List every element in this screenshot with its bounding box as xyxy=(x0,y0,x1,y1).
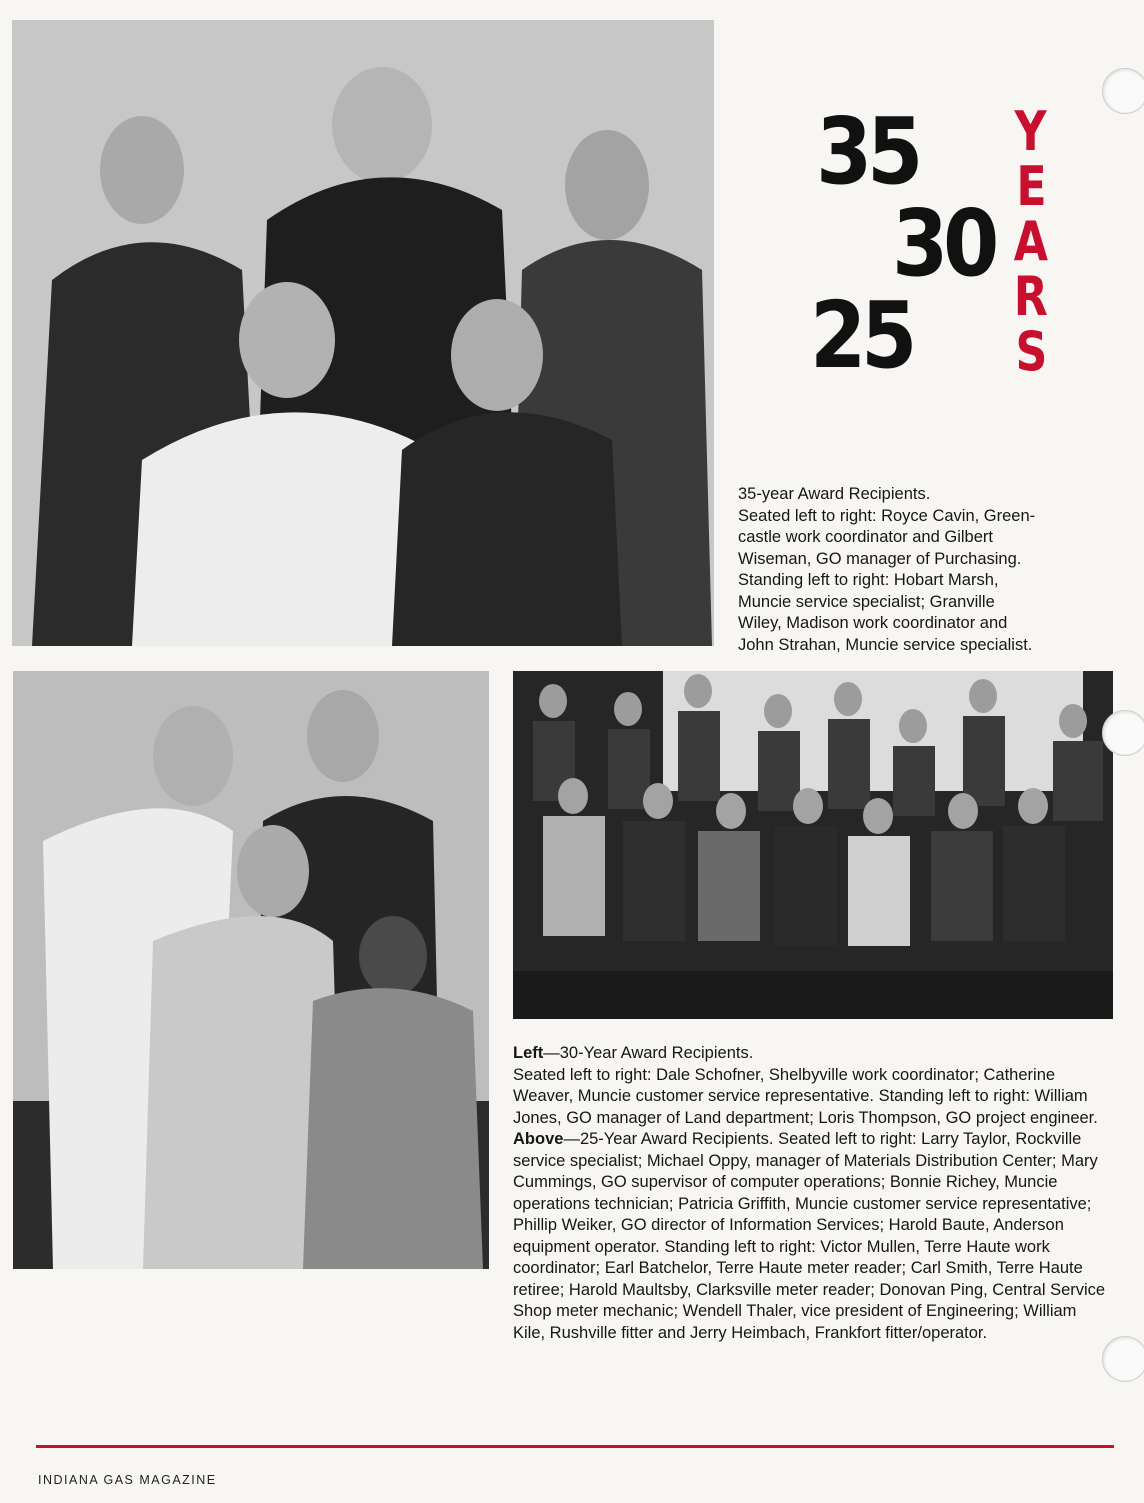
photo-30-year-recipients xyxy=(13,671,489,1269)
caption-30-and-25-year xyxy=(513,1043,1113,1344)
photo-25-illustration xyxy=(513,671,1113,1019)
caption-left-text: Seated left to right: Dale Schofner, Shelbyville work coordinator; Catherine Weaver, Muncie customer service representative. Standing left to right: William Jones, GO manager of Land department; Loris Thompson, GO project engineer. xyxy=(513,1065,1098,1127)
heading-number-30: 30 xyxy=(892,190,995,297)
caption-line: Muncie service specialist; Granville xyxy=(738,592,995,611)
binder-hole xyxy=(1102,1336,1144,1382)
years-letter: E xyxy=(1015,155,1047,218)
years-letter: S xyxy=(1015,320,1047,383)
years-letter: A xyxy=(1013,210,1049,273)
caption-line: Wiseman, GO manager of Purchasing. xyxy=(738,549,1022,568)
heading-number-35: 35 xyxy=(816,98,919,205)
caption-above-text: Seated left to right: Larry Taylor, Rockville service specialist; Michael Oppy, manager of Materials Distribution Center; Mary Cummings, GO supervisor of computer operations; Bonnie Richey, Muncie operations technician; Patricia Griffith, Muncie customer service representative; Phillip Weiker, GO director of Information Services; Harold Baute, Anderson equipment operator. Standing left to right: Victor Mullen, Terre Haute work coordinator; Earl Batchelor, Terre Haute meter reader; Carl Smith, Terre Haute retiree; Harold Maultsby, Clarksville meter reader; Donovan Ping, Central Service Shop meter mechanic; Wendell Thaler, vice president of Engineering; William Kile, Rushville fitter and Jerry Heimbach, Frankfort fitter/operator. xyxy=(513,1130,1106,1342)
footer-rule xyxy=(36,1445,1114,1448)
caption-line: Seated left to right: Royce Cavin, Green- xyxy=(738,506,1036,525)
caption-line: 35-year Award Recipients. xyxy=(738,485,931,503)
footer-magazine-name: INDIANA GAS MAGAZINE xyxy=(38,1473,217,1487)
caption-above-title: —25-Year Award Recipients. xyxy=(563,1130,774,1148)
heading-years-word xyxy=(1008,100,1054,383)
caption-left-title: —30-Year Award Recipients. xyxy=(543,1044,754,1062)
caption-35-year xyxy=(738,484,1110,656)
binder-hole xyxy=(1102,68,1144,114)
caption-left-label: Left xyxy=(513,1044,544,1062)
heading-number-25: 25 xyxy=(810,282,913,389)
caption-line: Standing left to right: Hobart Marsh, xyxy=(738,571,999,589)
photo-35-illustration xyxy=(12,20,714,646)
photo-30-illustration xyxy=(13,671,489,1269)
caption-line: John Strahan, Muncie service specialist. xyxy=(738,635,1033,654)
caption-line: Wiley, Madison work coordinator and xyxy=(738,614,1008,632)
photo-25-year-recipients xyxy=(513,671,1113,1019)
photo-35-year-recipients xyxy=(12,20,714,646)
binder-hole xyxy=(1102,710,1144,756)
years-letter: Y xyxy=(1014,100,1048,163)
years-letter: R xyxy=(1013,265,1049,328)
caption-line: castle work coordinator and Gilbert xyxy=(738,528,993,546)
caption-above-label: Above xyxy=(513,1130,564,1148)
